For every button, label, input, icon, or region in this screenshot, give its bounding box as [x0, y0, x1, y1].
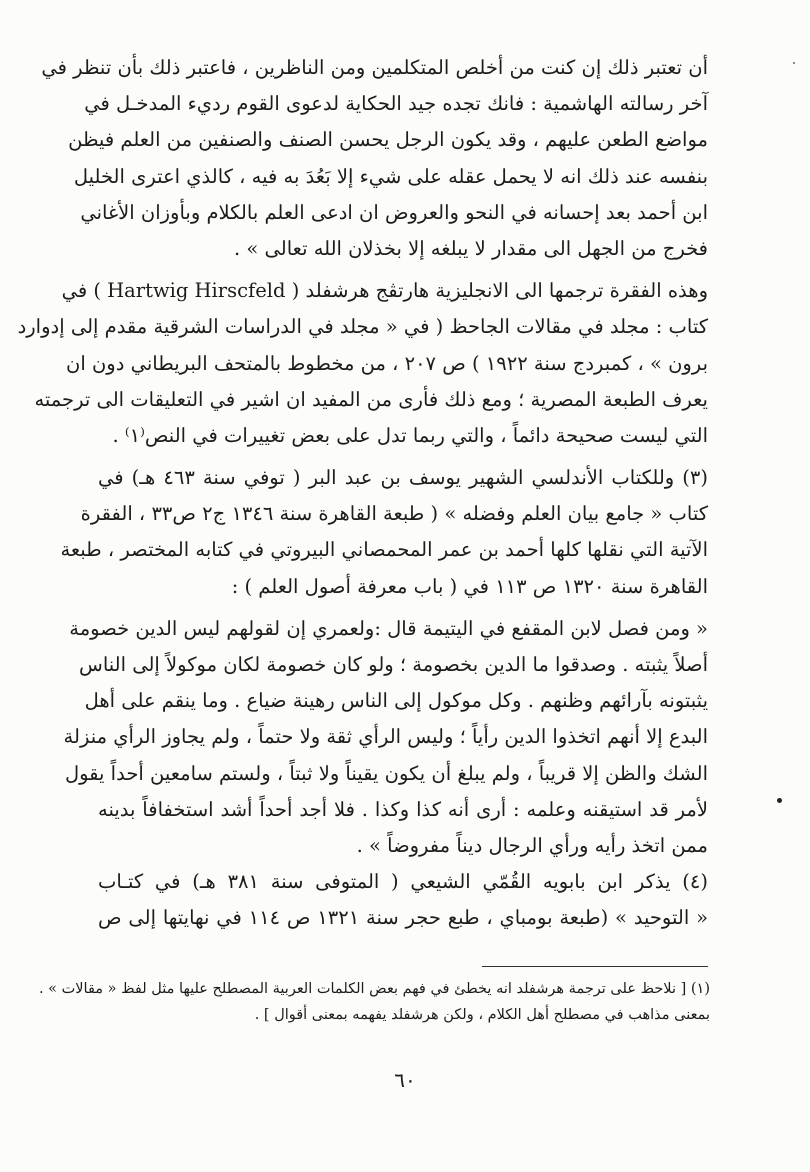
- text-line: « التوحيد » (طبعة بومباي ، طبع حجر سنة ١٣٢١ ص ١١٤ في نهايتها إلى ص: [98, 906, 709, 930]
- text-line: (٣) وللكتاب الأندلسي الشهير يوسف بن عبد البر ( توفي سنة ٤٦٣ هـ) في: [98, 466, 708, 490]
- text-line: لأمر قد استيقنه وعلمه : أرى أنه كذا وكذا . فلا أجد أحداً أشد استخفافاً بدينه: [98, 797, 708, 821]
- page-number: ٦٠: [394, 1068, 416, 1092]
- footnote-line: بمعنى مذاهب في مصطلح أهل الكلام ، ولكن هرشفلد يفهمه بمعنى أقوال ] .: [254, 1007, 710, 1023]
- text-line: (٤) يذكر ابن بابويه القُمّي الشيعي ( المتوفى سنة ٣٨١ هـ) في كتـاب: [98, 870, 708, 894]
- footnote-line: (١) [ نلاحظ على ترجمة هرشفلد انه يخطئ في فهم بعض الكلمات العربية المصطلح عليها مثل لفظ « مقالات » .: [38, 981, 710, 997]
- text-line: آخر رسالته الهاشمية : فانك تجده جيد الحكاية لدعوى القوم رديء المدخـل في: [84, 92, 708, 116]
- text-line: يعرف الطبعة المصرية ؛ ومع ذلك فأرى من المفيد ان اشير في التعليقات الى ترجمته: [34, 387, 708, 411]
- text-line: الآتية التي نقلها كلها أحمد بن عمر المحمصاني البيروتي في كتابه المختصر ، طبعة: [60, 538, 708, 562]
- text-line: الشك والظن إلا قريباً ، ولم يبلغ أن يكون يقيناً ولا ثبتاً ، ولستم سامعين أحداً يقول: [64, 761, 708, 785]
- text-line: التي ليست صحيحة دائماً ، والتي ربما تدل على بعض تغييرات في النص⁽١⁾ .: [112, 423, 708, 447]
- text-line: ممن اتخذ رأيه ورأي الرجال ديناً مفروضاً » .: [356, 833, 708, 857]
- scan-speck: [793, 62, 795, 64]
- text-line: بنفسه عند ذلك انه لا يحمل عقله على شيء إلا بَعُدَ به فيه ، كالذي اعترى الخليل: [73, 164, 708, 188]
- text-line: مواضع الطعن عليهم ، وقد يكون الرجل يحسن الصنف والصنفين من العلم فيظن: [68, 128, 708, 152]
- text-line: أن تعتبر ذلك إن كنت من أخلص المتكلمين ومن الناظرين ، فاعتبر ذلك بأن تنظر في: [41, 56, 708, 79]
- text-line: البدع إلا أنهم اتخذوا الدين رأياً ؛ وليس الرأي ثقة ولا حتماً ، ولم يجاوز الرأي منزلة: [63, 725, 708, 749]
- text-line: كتاب « جامع بيان العلم وفضله » ( طبعة القاهرة سنة ١٣٤٦ ج٢ ص٣٣ ، الفقرة: [80, 502, 708, 526]
- text-line: ابن أحمد بعد إحسانه في النحو والعروض ان ادعى العلم بالكلام وبأوزان الأغاني: [80, 200, 708, 224]
- footnotes: [38, 976, 710, 1028]
- scan-speck: [777, 798, 782, 803]
- footnote-divider: [482, 966, 708, 967]
- text-line: أصلاً يثبته . وصدقوا ما الدين بخصومة ؛ ولو كان خصومة لكان موكولاً إلى الناس: [79, 653, 708, 676]
- text-line: يثبتونه بآرائهم وظنهم . وكل موكول إلى الناس رهينة ضياع . وما ينقم على أهل: [84, 689, 708, 713]
- text-line: « ومن فصل لابن المقفع في اليتيمة قال :ولعمري إن لقولهم ليس الدين خصومة: [69, 616, 708, 640]
- main-text: [17, 50, 709, 937]
- text-line: فخرج من الجهل الى مقدار لا يبلغه إلا بخذلان الله تعالى » .: [234, 236, 708, 260]
- text-line: وهذه الفقرة ترجمها الى الانجليزية هارتڤج هرشفلد ( Hartwig Hirscfeld ) في: [61, 279, 708, 303]
- text-line: كتاب : مجلد في مقالات الجاحظ ( في « مجلد في الدراسات الشرقية مقدم إلى إدوارد: [17, 315, 708, 339]
- text-line: برون » ، كمبردج سنة ١٩٢٢ ) ص ٢٠٧ ، من مخطوط بالمتحف البريطاني دون ان: [66, 351, 708, 375]
- text-line: القاهرة سنة ١٣٢٠ ص ١١٣ في ( باب معرفة أصول العلم ) :: [231, 574, 708, 598]
